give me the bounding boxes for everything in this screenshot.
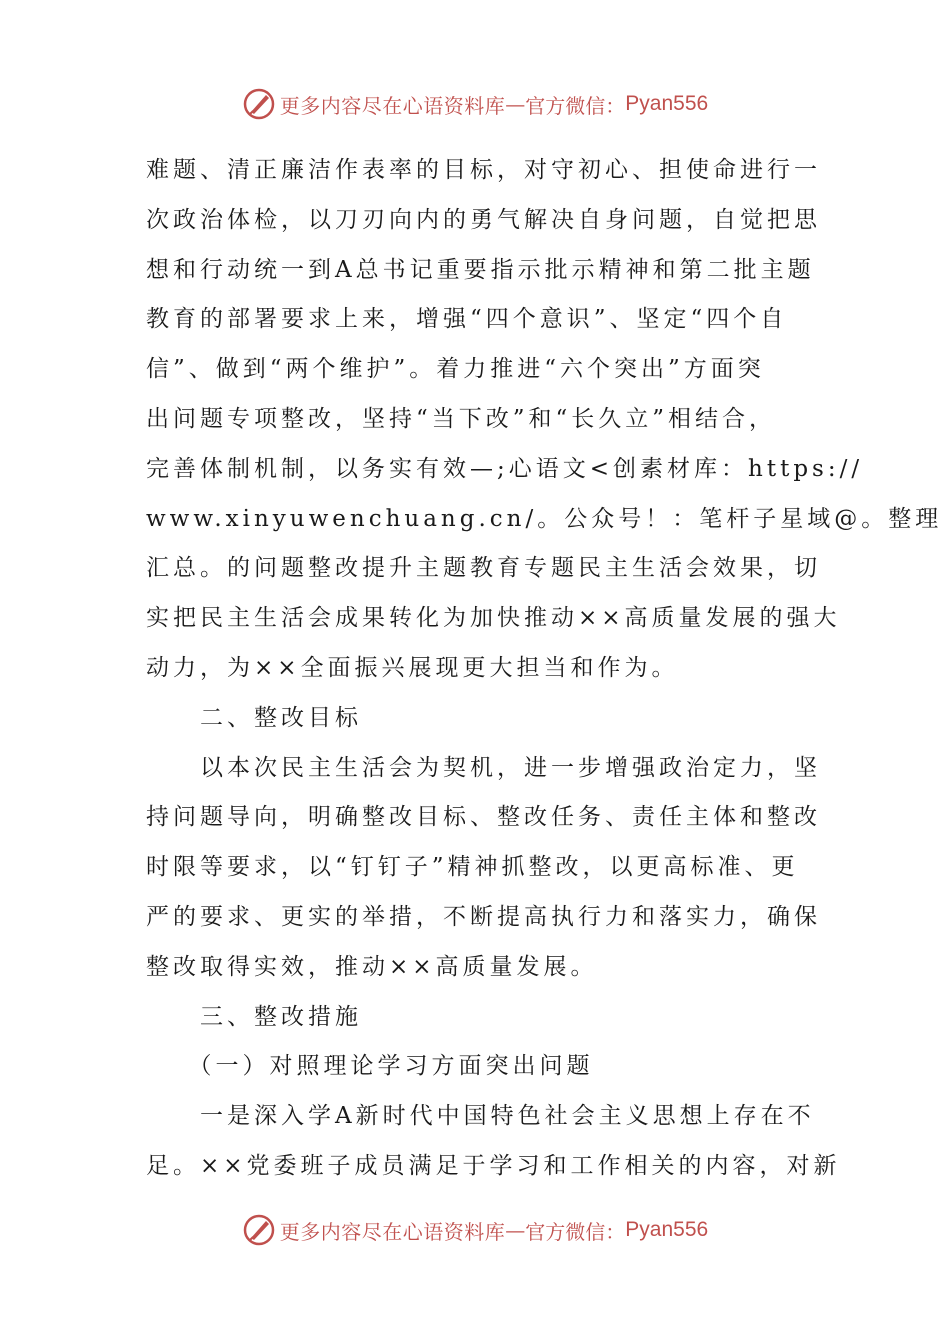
banner-wechat-id: Pyan556 [625, 92, 709, 115]
text-line: 足。××党委班子成员满足于学习和工作相关的内容，对新 [146, 1152, 841, 1179]
text-line: 动力，为××全面振兴展现更大担当和作为。 [146, 654, 679, 681]
text-line: 持问题导向，明确整改目标、整改任务、责任主体和整改 [146, 804, 821, 831]
text-line: 实把民主生活会成果转化为加快推动××高质量发展的强大 [146, 605, 841, 632]
pen-seal-logo-icon [242, 87, 276, 121]
banner-site-text: 更多内容尽在心语资料库 [279, 1219, 506, 1244]
subsection-heading-1 [146, 1042, 806, 1092]
text-line: 想和行动统一到A总书记重要指示批示精神和第二批主题 [146, 256, 815, 283]
text-line: 教育的部署要求上来，增强“四个意识”、坚定“四个自 [146, 306, 788, 333]
text-line: 严的要求、更实的举措，不断提高执行力和落实力，确保 [146, 903, 821, 930]
header-watermark-banner [0, 84, 950, 124]
heading-line: 三、整改措施 [146, 1003, 362, 1030]
paragraph-3 [146, 1092, 841, 1192]
text-line: 整改取得实效，推动××高质量发展。 [146, 953, 598, 980]
text-line: www.xinyuwenchuang.cn/。公众号！：笔杆子星域@。整理 [146, 505, 943, 532]
text-line: 时限等要求，以“钉钉子”精神抓整改，以更高标准、更 [146, 854, 799, 881]
text-line: 以本次民主生活会为契机，进一步增强政治定力，坚 [146, 754, 821, 781]
text-line: 完善体制机制，以务实有效—;心语文<创素材库：https:// [146, 455, 864, 482]
banner-dash: — [505, 92, 526, 116]
text-line: 出问题专项整改，坚持“当下改”和“长久立”相结合， [146, 405, 777, 432]
text-line: 次政治体检，以刀刃向内的勇气解决自身问题，自觉把思 [146, 206, 821, 233]
banner-wechat-id: Pyan556 [625, 1218, 709, 1241]
text-line: 一是深入学A新时代中国特色社会主义思想上存在不 [146, 1103, 815, 1130]
footer-watermark-banner [0, 1210, 950, 1250]
banner-site-text: 更多内容尽在心语资料库 [279, 93, 506, 118]
heading-line: 二、整改目标 [146, 704, 362, 731]
banner-wechat-label: 官方微信： [525, 93, 626, 118]
text-line: 信”、做到“两个维护”。着力推进“六个突出”方面突 [146, 356, 765, 383]
banner-dash: — [505, 1218, 526, 1242]
banner-wechat-label: 官方微信： [525, 1219, 626, 1244]
heading-line: （一）对照理论学习方面突出问题 [146, 1053, 594, 1080]
section-heading-3 [146, 993, 806, 1043]
section-heading-2 [146, 694, 806, 744]
paragraph-1 [146, 146, 943, 694]
pen-seal-logo-icon [242, 1213, 276, 1247]
text-line: 难题、清正廉洁作表率的目标，对守初心、担使命进行一 [146, 157, 821, 183]
text-line: 汇总。的问题整改提升主题教育专题民主生活会效果，切 [146, 555, 821, 582]
document-body [146, 146, 943, 1192]
paragraph-2 [146, 744, 821, 993]
